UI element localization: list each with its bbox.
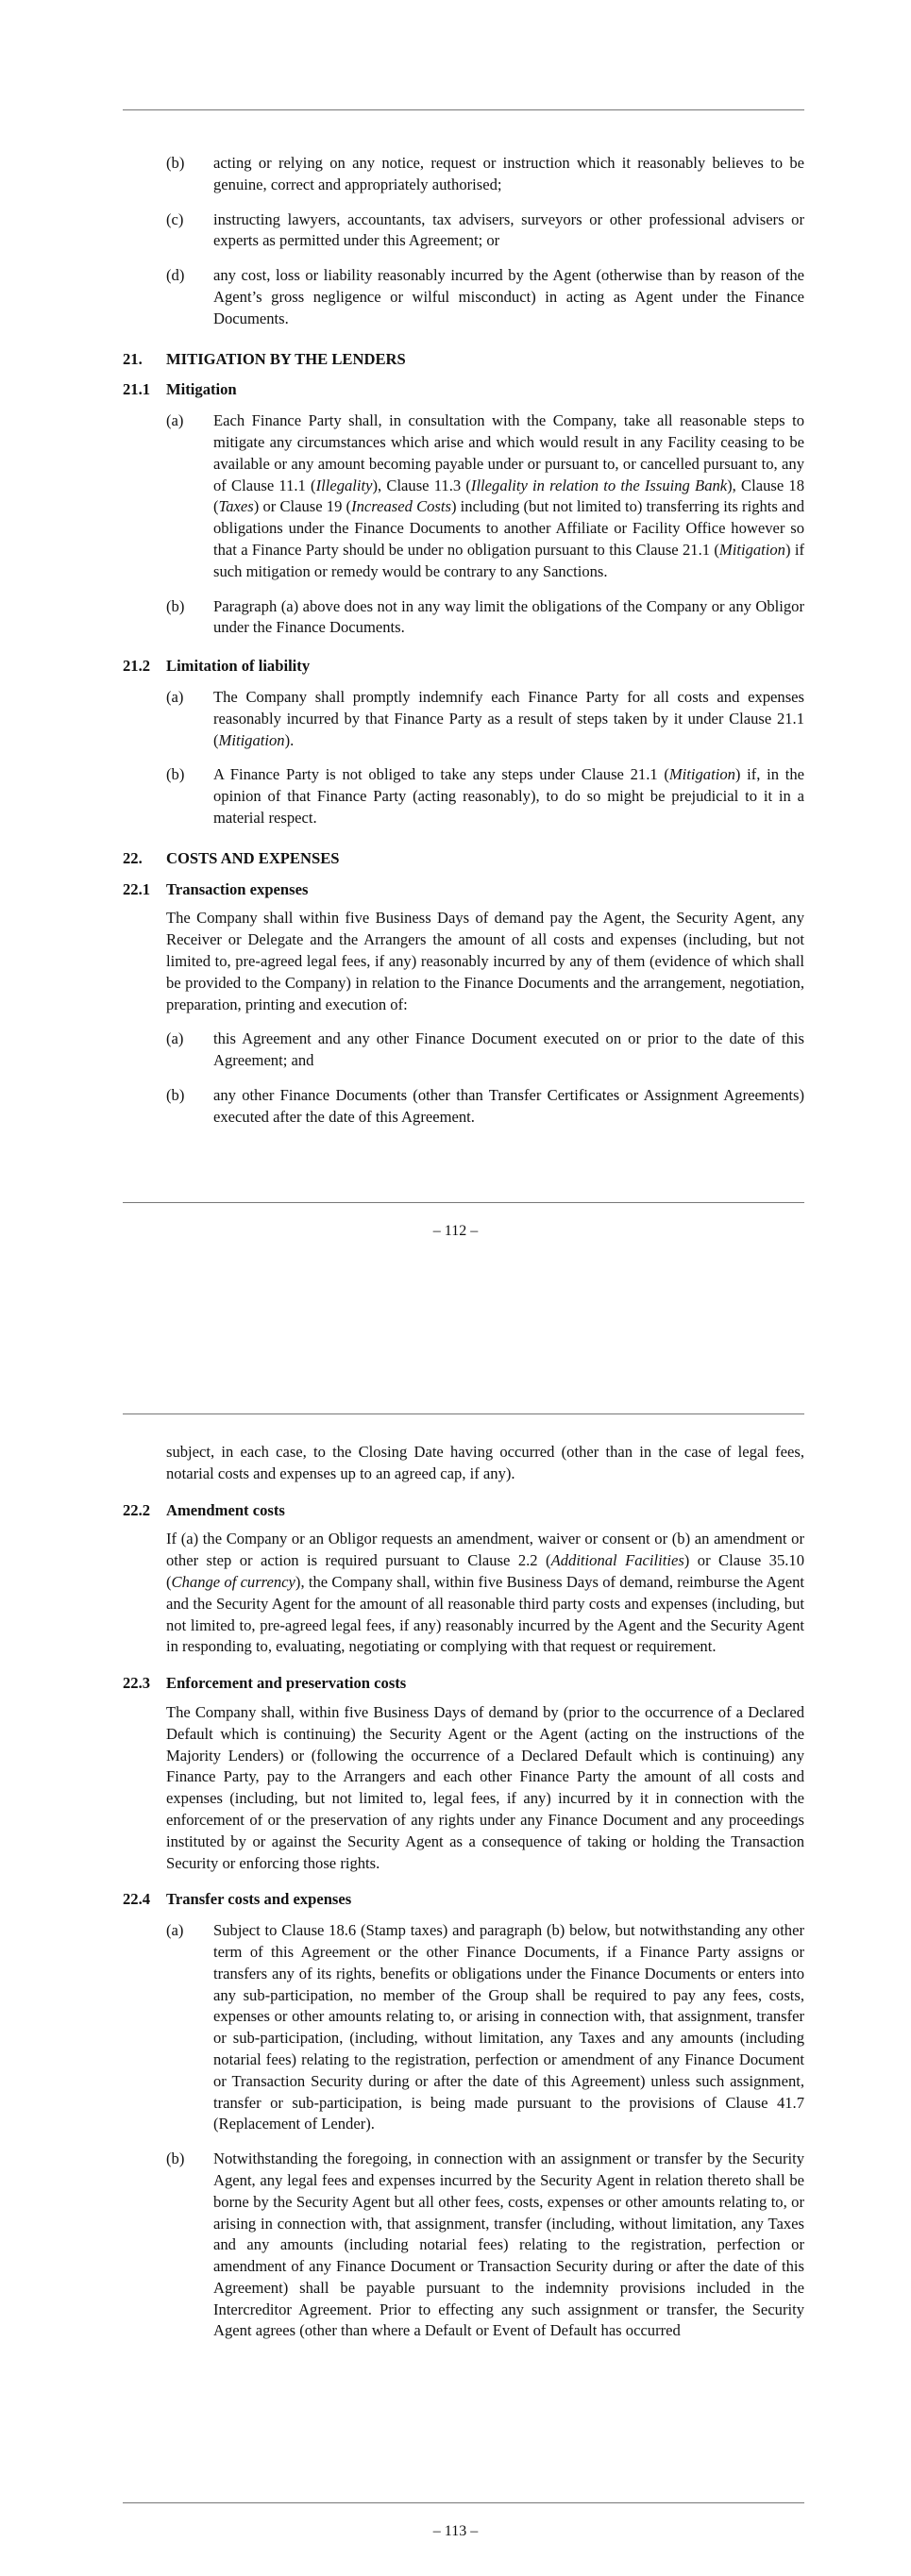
list-item-a [123, 410, 804, 582]
clause-reference: Additional Facilities [550, 1551, 684, 1570]
section-title: Limitation of liability [166, 657, 311, 676]
page-113-content [123, 1442, 804, 2355]
item-label: (c) [166, 209, 184, 228]
clause-number: 21. [123, 349, 143, 368]
item-label: (a) [166, 1921, 184, 1940]
section-number: 21.2 [123, 657, 151, 676]
list-item-d [123, 265, 804, 329]
list-item-c [123, 209, 804, 253]
item-label: (b) [166, 596, 185, 615]
clause-number: 22. [123, 848, 143, 867]
section-22-2-heading [123, 1500, 804, 1522]
footer-rule [123, 2502, 804, 2503]
item-label: (b) [166, 1085, 185, 1104]
section-title: Transaction expenses [166, 879, 309, 898]
list-item-b [123, 764, 804, 828]
item-text: acting or relying on any notice, request or instruction which it reasonably believes to be genuine, correct and appropriately authorised; [213, 154, 804, 193]
item-text: Notwithstanding the foregoing, in connection with an assignment or transfer by the Security Agent, any legal fees and expenses incurred by the Security Agent in relation thereto shall be borne by the Security Agent but all other fees, costs, expenses or other amounts relating to, or arising in connection with, that assignment, transfer (including, without limitation, any Taxes and any amounts (including notarial fees) relating to the registration, perfection or amendment of any Finance Document or Transaction Security during or after the date of this Agreement) shall be payable pursuant to the indemnity provisions included in the Intercreditor Agreement. Prior to effecting any such assignment or transfer, the Security Agent agrees (other than where a Default or Event of Default has occurred [213, 2149, 804, 2340]
page-112 [0, 0, 911, 1274]
item-label: (d) [166, 266, 185, 285]
continuation-paragraph: subject, in each case, to the Closing Date having occurred (other than in the case of legal fees, notarial costs and expenses up to an agreed cap, if any). [166, 1443, 804, 1482]
item-label: (b) [166, 765, 185, 784]
list-item-b [123, 596, 804, 640]
clause-reference: Increased Costs [351, 497, 451, 516]
section-21-2-heading [123, 656, 804, 677]
list-item-a [123, 1920, 804, 2135]
paragraph [123, 1529, 804, 1658]
clause-reference: Mitigation [218, 730, 285, 749]
item-text: this Agreement and any other Finance Document executed on or prior to the date of this Agreement; and [213, 1029, 804, 1070]
section-title: Transfer costs and expenses [166, 1890, 352, 1909]
section-21-1-heading [123, 379, 804, 401]
section-22-1-heading [123, 879, 804, 901]
text-run: ) or Clause 35.10 ( [166, 1551, 805, 1591]
list-item-b [123, 2149, 804, 2342]
item-label: (a) [166, 1029, 184, 1048]
section-title: Mitigation [166, 380, 237, 399]
item-label: (a) [166, 687, 184, 706]
list-item-a [123, 687, 804, 751]
list-item-b [123, 1085, 804, 1129]
paragraph: The Company shall within five Business Days of demand pay the Agent, the Security Agent, any Receiver or Delegate and the Arrangers the amount of all costs and expenses (including, but not limited to, pre-agreed legal fees, if any) reasonably incurred by any of them (evidence of which shall be provided to the Company) in relation to the Finance Documents and the arrangement, negotiation, preparation, printing and execution of: [166, 909, 804, 1013]
clause-title: COSTS AND EXPENSES [166, 848, 340, 867]
header-rule [123, 1413, 804, 1414]
item-label: (a) [166, 411, 184, 430]
item-text [213, 765, 804, 827]
clause-reference: Mitigation [718, 540, 785, 559]
text-run: ), Clause 11.3 ( [372, 476, 471, 494]
clause-22-heading [123, 848, 804, 870]
item-label: (b) [166, 2149, 185, 2168]
item-text [213, 411, 804, 580]
text-run: ) if, in the opinion of that Finance Party (acting reasonably), to do so might be prejudicial to it in a material respect. [213, 765, 804, 827]
page-112-content [123, 153, 804, 1141]
section-22-4-heading [123, 1889, 804, 1911]
text-run: ), Clause 18 ( [213, 476, 805, 516]
section-number: 22.3 [123, 1674, 151, 1693]
clause-reference: Taxes [218, 497, 254, 516]
list-item-b [123, 153, 804, 196]
item-text: Paragraph (a) above does not in any way limit the obligations of the Company or any Obligor under the Finance Documents. [213, 596, 804, 637]
clause-reference: Illegality in relation to the Issuing Bank [470, 476, 728, 494]
item-text: any cost, loss or liability reasonably incurred by the Agent (otherwise than by reason of the Agent’s gross negligence or wilful misconduct) in acting as Agent under the Finance Documents. [213, 266, 804, 327]
item-label: (b) [166, 154, 185, 172]
item-text: any other Finance Documents (other than Transfer Certificates or Assignment Agreements) executed after the date of this Agreement. [213, 1085, 804, 1126]
paragraph: The Company shall, within five Business Days of demand by (prior to the occurrence of a Declared Default which is continuing) the Security Agent or the Agent (acting on the instructions of the Majority Lenders) or (following the occurrence of a Declared Default which is continuing) any Finance Party, pay to the Arrangers and each other Finance Party the amount of all costs and expenses (including, but not limited to, legal fees, if any) incurred by it in connection with the enforcement of or the preservation of any rights under any Finance Document and any proceedings instituted by or against the Security Agent as a consequence of taking or holding the Transaction Security or enforcing those rights. [166, 1702, 804, 1872]
item-text: instructing lawyers, accountants, tax advisers, surveyors or other professional advisers or experts as permitted under this Agreement; or [213, 209, 804, 250]
clause-reference: Mitigation [668, 765, 735, 784]
section-22-3-heading [123, 1673, 804, 1695]
text-run: ). [284, 730, 295, 749]
section-number: 22.1 [123, 879, 151, 898]
text-run: Each Finance Party shall, in consultation with the Company, take all reasonable steps to mitigate any circumstances which arise and which would result in any Facility ceasing to be available or any amount becoming payable under or pursuant to, or cancelled pursuant to, any of Clause 11.1 ( [213, 411, 804, 494]
item-text: Subject to Clause 18.6 (Stamp taxes) and paragraph (b) below, but notwithstanding any other term of this Agreement or the other Finance Documents, if a Finance Party assigns or transfers any of its rights, benefits or obligations under the Finance Documents or enters into any sub-participation, no member of the Group shall be required to pay any fees, costs, expenses or other amounts relating to, or arising in connection with, that assignment, transfer or sub-participation, (including, without limitation, any Taxes and any amounts (including notarial fees) relating to the registration, perfection or amendment of any Finance Document or Transaction Security during or after the date of this Agreement) unless such assignment, transfer or sub-participation, is being made pursuant to the provisions of Clause 41.7 (Replacement of Lender). [213, 1921, 804, 2133]
clause-reference: Illegality [315, 476, 373, 494]
text-run: ) including (but not limited to) transferring its rights and obligations under the Finance Documents to another Affiliate or Facility Office however so that a Finance Party should be under no obligation pursuant to this Clause 21.1 ( [213, 497, 804, 559]
section-number: 22.2 [123, 1500, 151, 1519]
section-title: Enforcement and preservation costs [166, 1674, 407, 1693]
section-number: 22.4 [123, 1890, 151, 1909]
clause-title: MITIGATION BY THE LENDERS [166, 349, 406, 368]
item-text [213, 688, 804, 749]
section-title: Amendment costs [166, 1500, 285, 1519]
header-rule [123, 109, 804, 110]
page-number: – 112 – [432, 1223, 479, 1239]
text-run: ), the Company shall, within five Business Days of demand, reimburse the Agent and the Security Agent for the amount of all reasonable third party costs and expenses (including, but not limited to, pre-agreed legal fees, if any) reasonably incurred by the Agent and the Security Agent in responding to, evaluating, negotiating or complying with that request or requirement. [166, 1572, 804, 1656]
clause-21-heading [123, 349, 804, 371]
footer-rule [123, 1202, 804, 1203]
text-run: ) or Clause 19 ( [253, 497, 352, 516]
text-run: A Finance Party is not obliged to take any steps under Clause 21.1 ( [213, 765, 669, 784]
section-number: 21.1 [123, 380, 151, 399]
text-run: If (a) the Company or an Obligor requests an amendment, waiver or consent or (b) an amendment or other step or action is required pursuant to Clause 2.2 ( [166, 1530, 804, 1570]
text-run: The Company shall promptly indemnify each Finance Party for all costs and expenses reasonably incurred by that Finance Party as a result of steps taken by it under Clause 21.1 ( [213, 687, 804, 749]
clause-reference: Change of currency [171, 1572, 295, 1591]
page-113 [0, 1387, 911, 2576]
page-number: – 113 – [432, 2523, 479, 2539]
text-run: ) if such mitigation or remedy would be contrary to any Sanctions. [213, 540, 804, 580]
list-item-a [123, 1029, 804, 1072]
